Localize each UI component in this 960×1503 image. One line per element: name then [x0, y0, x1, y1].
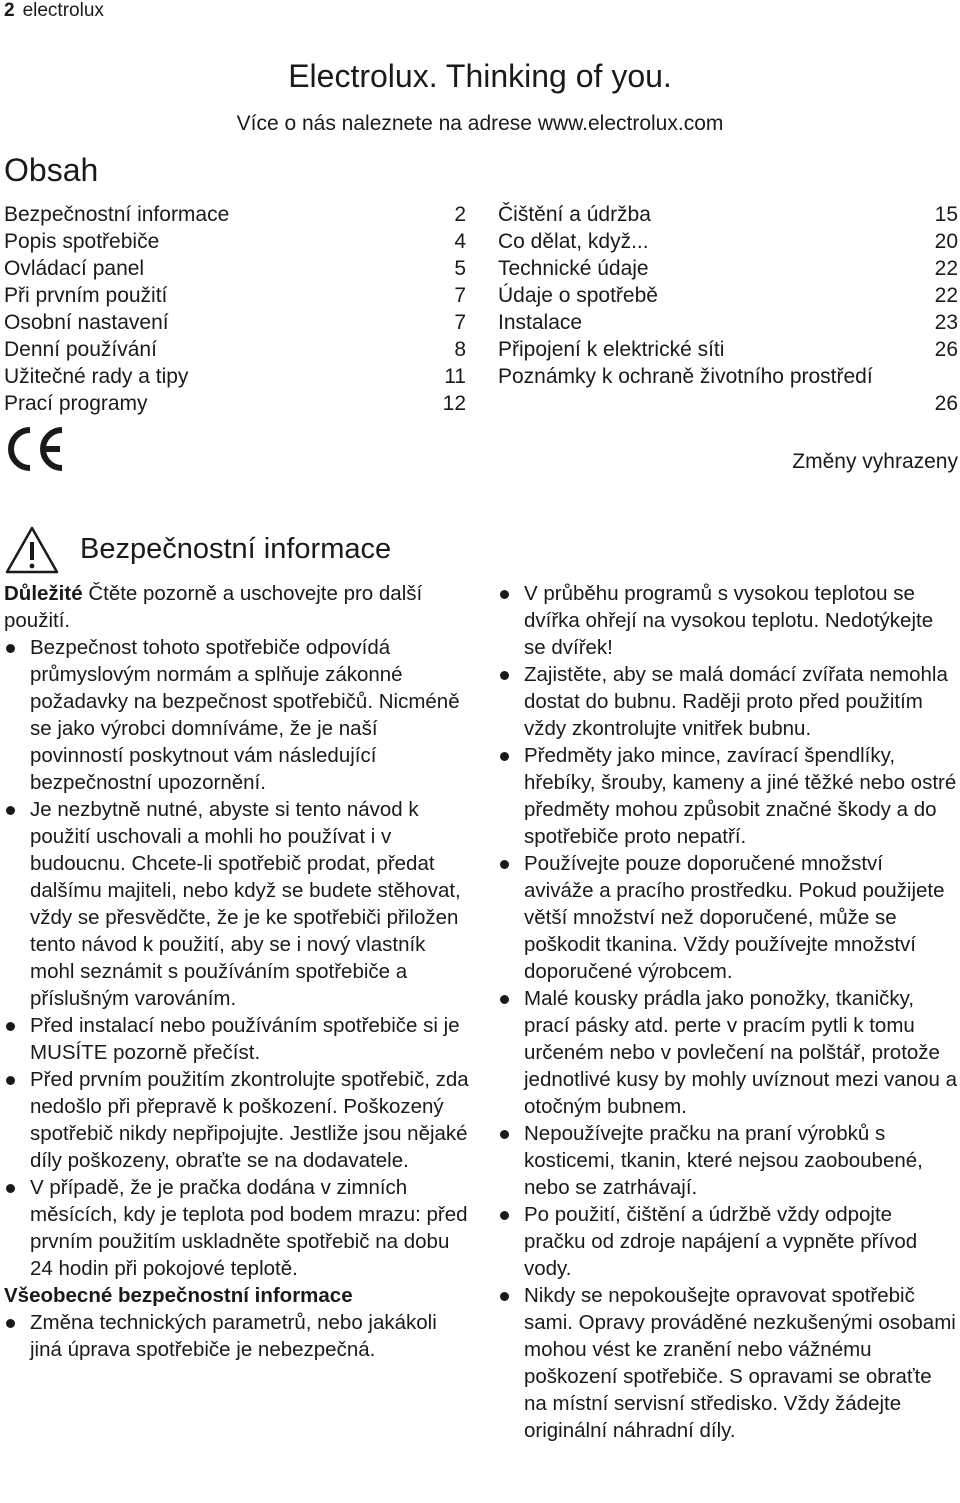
safety-item: Je nezbytně nutné, abyste si tento návod k použití uschovali a mohli ho používat i v budoucnu. Chcete-li spotřebič prodat, předat dalšímu majiteli, nebo když se budete stěhovat, vždy se přesvědčte, že je ke spotřebiči přiložen tento návod k použití, aby se i nový vlastník mohl seznámit s používáním spotřebiče a příslušným varováním. — [4, 796, 474, 1012]
important-note — [4, 580, 474, 634]
toc-entry-label: Čištění a údržba — [498, 203, 651, 226]
toc-entry-page: 26 — [934, 338, 958, 361]
ce-mark-icon — [4, 424, 68, 474]
section-title: Bezpečnostní informace — [80, 533, 392, 565]
safety-item: Předměty jako mince, zavírací špendlíky, hřebíky, šrouby, kameny a jiné těžké nebo ostré předměty mohou způsobit značné škody a do spotřebiče proto nepatří. — [498, 742, 958, 850]
toc-entry-label: Údaje o spotřebě — [498, 284, 658, 307]
brand-name: electrolux — [22, 0, 104, 21]
toc-entry-label: Užitečné rady a tipy — [4, 365, 189, 388]
toc-entry-page: 22 — [934, 257, 958, 280]
general-safety-item: Změna technických parametrů, nebo jakákoli jiná úprava spotřebiče je nebezpečná. — [4, 1309, 474, 1363]
important-label: Důležité — [4, 582, 83, 605]
toc-entry-page: 7 — [454, 284, 466, 307]
toc-entry-page: 2 — [454, 203, 466, 226]
toc-title: Obsah — [4, 152, 99, 188]
safety-right-column — [498, 580, 958, 1444]
toc-entry-page: 7 — [454, 311, 466, 334]
toc-entry[interactable] — [4, 201, 466, 228]
changes-reserved: Změny vyhrazeny — [792, 450, 958, 473]
toc-entry-label: Osobní nastavení — [4, 311, 169, 334]
toc-entry[interactable] — [4, 309, 466, 336]
toc-entry-page: 22 — [934, 284, 958, 307]
important-text: Čtěte pozorně a uschovejte pro další použití. — [4, 582, 423, 632]
warning-triangle-icon — [4, 525, 60, 575]
toc-entry-label: Při prvním použití — [4, 284, 168, 307]
toc-entry-label: Poznámky k ochraně životního prostředí — [498, 365, 873, 388]
page-number: 2 — [4, 0, 15, 21]
toc-entry-label: Instalace — [498, 311, 583, 334]
toc-entry-page: 8 — [454, 338, 466, 361]
toc-entry-page: 26 — [934, 392, 958, 415]
toc-entry[interactable] — [498, 201, 958, 228]
toc-entry-page: 11 — [444, 365, 466, 388]
toc-entry-label: Prací programy — [4, 392, 148, 415]
safety-item: V průběhu programů s vysokou teplotou se dvířka ohřejí na vysokou teplotu. Nedotýkejte se dvířek! — [498, 580, 958, 661]
toc-entry-page: 23 — [934, 311, 958, 334]
toc-entry-label: Denní používání — [4, 338, 157, 361]
slogan-subtitle: Více o nás naleznete na adrese www.electrolux.com — [236, 112, 724, 135]
toc-entry[interactable] — [4, 255, 466, 282]
safety-item: V případě, že je pračka dodána v zimních měsících, kdy je teplota pod bodem mrazu: před prvním použitím uskladněte spotřebič na dobu 24 hodin při pokojové teplotě. — [4, 1174, 474, 1282]
toc-entry-page: 20 — [934, 230, 958, 253]
toc-entry[interactable] — [498, 390, 958, 417]
toc-entry-page: 5 — [454, 257, 466, 280]
safety-list — [4, 634, 474, 1282]
toc-entry[interactable] — [498, 363, 958, 390]
toc-entry-label: Co dělat, když... — [498, 230, 649, 253]
general-safety-list — [4, 1309, 474, 1363]
toc-entry[interactable] — [498, 282, 958, 309]
toc-entry-label: Ovládací panel — [4, 257, 145, 280]
toc-entry-page: 15 — [934, 203, 958, 226]
safety-item: Nepoužívejte pračku na praní výrobků s kosticemi, tkanin, které nejsou zaoboubené, nebo se zatrhávají. — [498, 1120, 958, 1201]
toc-entry[interactable] — [4, 228, 466, 255]
safety-item: Po použití, čištění a údržbě vždy odpojte pračku od zdroje napájení a vypněte přívod vody. — [498, 1201, 958, 1282]
page-header — [4, 0, 104, 22]
toc-entry[interactable] — [4, 390, 466, 417]
toc-entry[interactable] — [498, 228, 958, 255]
toc-entry-label: Popis spotřebiče — [4, 230, 160, 253]
safety-item: Bezpečnost tohoto spotřebiče odpovídá průmyslovým normám a splňuje zákonné požadavky na bezpečnost spotřebičů. Nicméně se jako výrobci domníváme, že je naší povinností poskytnout vám následující bezpečnostní upozornění. — [4, 634, 474, 796]
toc-entry-label: Bezpečnostní informace — [4, 203, 230, 226]
safety-item: Malé kousky prádla jako ponožky, tkaničky, prací pásky atd. perte v pracím pytli k tomu určeném nebo v povlečení na polštář, protože jednotlivé kusy by mohly uvíznout mezi vanou a otočným bubnem. — [498, 985, 958, 1120]
safety-item: Používejte pouze doporučené množství aviváže a pracího prostředku. Pokud použijete větší množství než doporučené, může se poškodit tkanina. Vždy používejte množství doporučené výrobcem. — [498, 850, 958, 985]
general-safety-heading: Všeobecné bezpečnostní informace — [4, 1284, 353, 1307]
toc-entry[interactable] — [4, 336, 466, 363]
toc-entry[interactable] — [498, 336, 958, 363]
toc-entry-label: Technické údaje — [498, 257, 649, 280]
safety-left-column — [4, 580, 474, 1363]
toc-entry-label: Připojení k elektrické síti — [498, 338, 725, 361]
safety-item: Před instalací nebo používáním spotřebiče si je MUSÍTE pozorně přečíst. — [4, 1012, 474, 1066]
toc-entry[interactable] — [4, 282, 466, 309]
slogan-title: Electrolux. Thinking of you. — [288, 58, 672, 94]
safety-list-continued — [498, 580, 958, 1444]
safety-item: Před prvním použitím zkontrolujte spotřebič, zda nedošlo při přepravě k poškození. Poškozený spotřebič nikdy nepřipojujte. Jestliže jsou nějaké díly poškozeny, obraťte se na dodavatele. — [4, 1066, 474, 1174]
safety-item: Nikdy se nepokoušejte opravovat spotřebič sami. Opravy prováděné nezkušenými osobami mohou vést ke zranění nebo vážnému poškození spotřebiče. S opravami se obraťte na místní servisní středisko. Vždy žádejte originální náhradní díly. — [498, 1282, 958, 1444]
safety-item: Zajistěte, aby se malá domácí zvířata nemohla dostat do bubnu. Raději proto před použitím vždy zkontrolujte vnitřek bubnu. — [498, 661, 958, 742]
toc-entry[interactable] — [4, 363, 466, 390]
toc-entry[interactable] — [498, 309, 958, 336]
toc-entry-page: 4 — [454, 230, 466, 253]
toc-entry-page: 12 — [442, 392, 466, 415]
toc-entry[interactable] — [498, 255, 958, 282]
